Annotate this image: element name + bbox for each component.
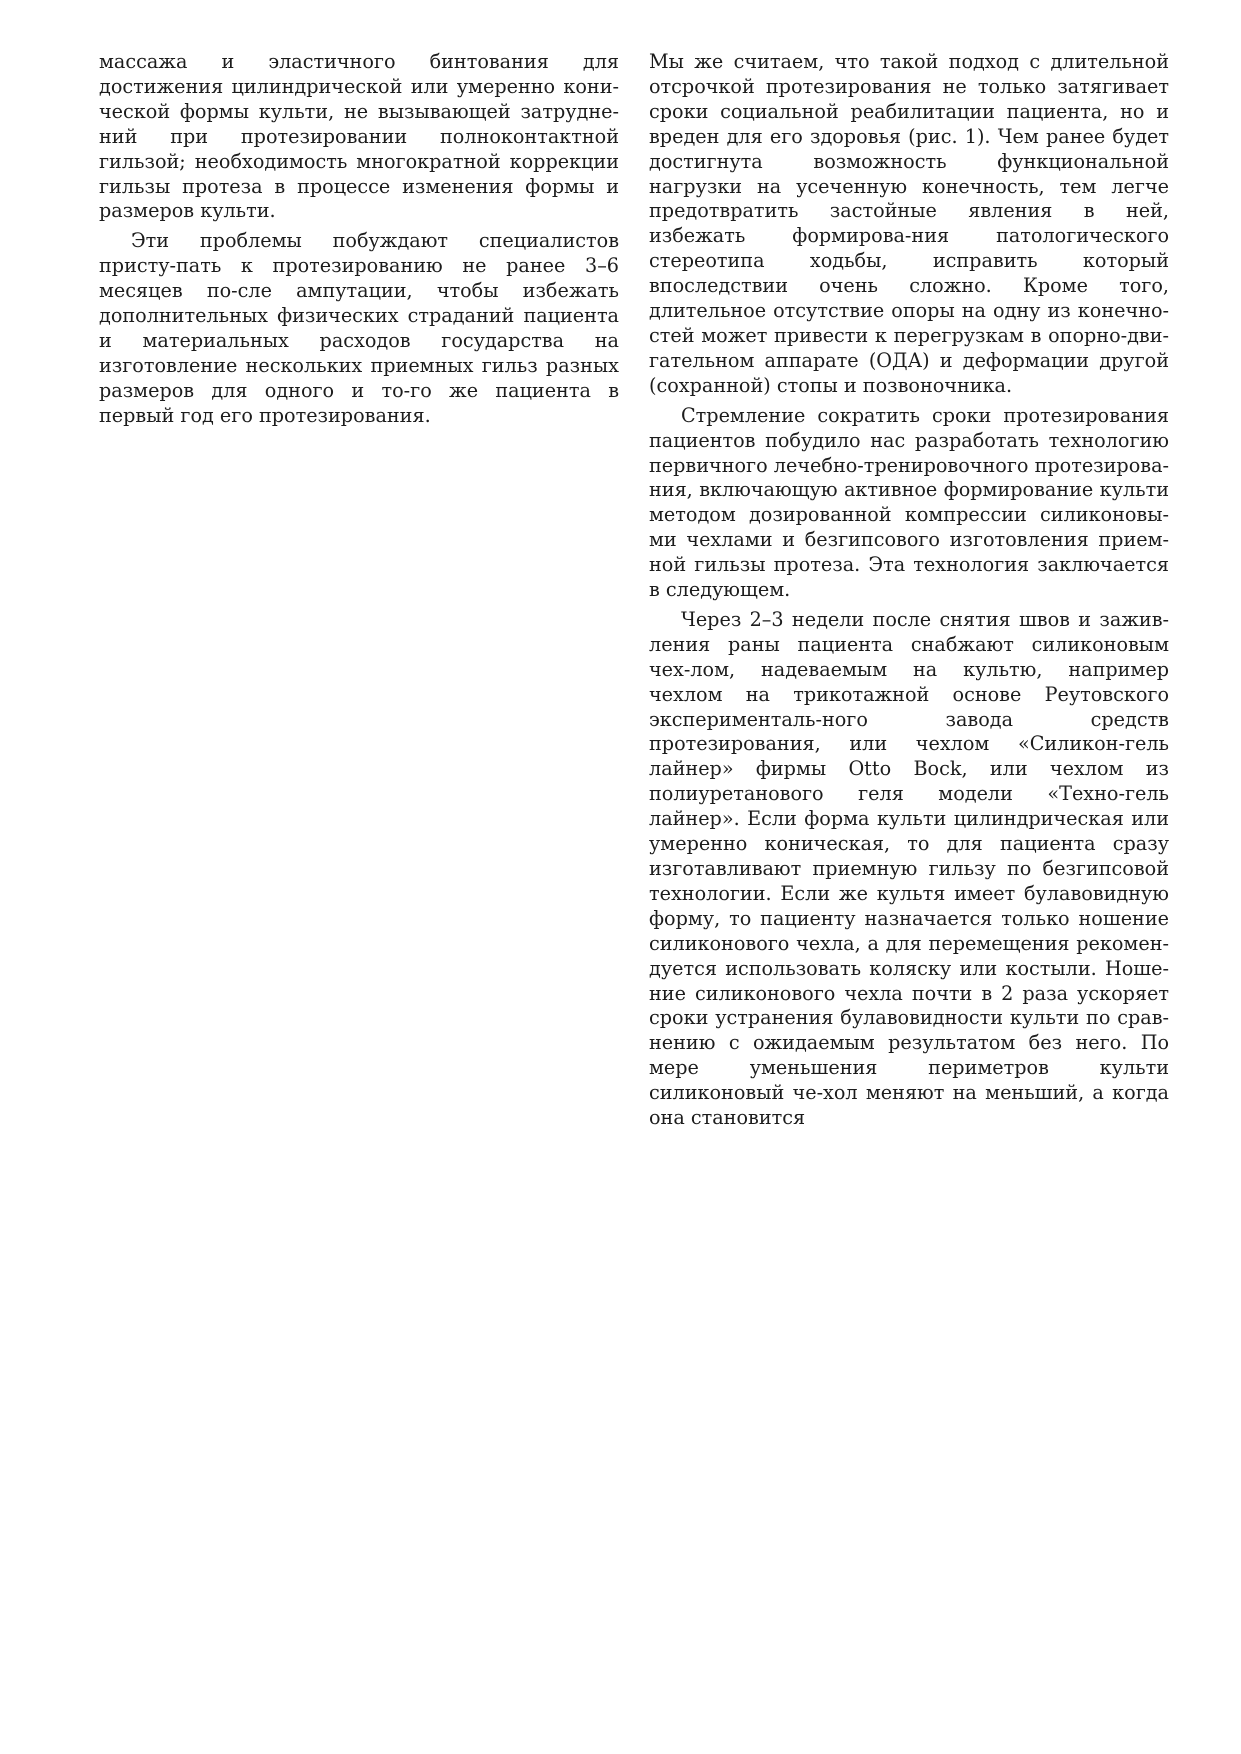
right-text-column xyxy=(649,50,1169,1136)
paragraph-left-1: массажа и эластичного бинтования для достижения цилиндрической или умеренно кони-ческой формы культи, не вызывающей затрудне-ний при протезировании полноконтактной гильзой; необходимость многократной коррекции гильзы протеза в процессе изменения формы и размеров культи. xyxy=(99,50,619,223)
paragraph-right-2: Стремление сократить сроки протезирования пациентов побудило нас разработать технологию первичного лечебно-тренировочного протезирова-ния, включающую активное формирование культи методом дозированной компрессии силиконовы-ми чехлами и безгипсового изготовления прием-ной гильзы протеза. Эта технология заключается в следующем. xyxy=(649,403,1169,602)
paragraph-right-1: Мы же считаем, что такой подход с длительной отсрочкой протезирования не только затягивает сроки социальной реабилитации пациента, но и вреден для его здоровья (рис. 1). Чем ранее будет достигнута возможность функциональной нагрузки на усеченную конечность, тем легче предотвратить застойные явления в ней, избежать формирова-ния патологического стереотипа ходьбы, исправить который впоследствии очень сложно. Кроме того, длительное отсутствие опоры на одну из конечно-стей может привести к перегрузкам в опорно-дви-гательном аппарате (ОДА) и деформации другой (сохранной) стопы и позвоночника. xyxy=(649,50,1169,397)
paragraph-right-3: Через 2–3 недели после снятия швов и зажив-ления раны пациента снабжают силиконовым чех-лом, надеваемым на культю, например чехлом на трикотажной основе Реутовского эксперименталь-ного завода средств протезирования, или чехлом «Силикон-гель лайнер» фирмы Otto Bock, или чехлом из полиуретанового геля модели «Техно-гель лайнер». Если форма культи цилиндрическая или умеренно коническая, то для пациента сразу изготавливают приемную гильзу по безгипсовой технологии. Если же культя имеет булавовидную форму, то пациенту назначается только ношение силиконового чехла, а для перемещения рекомен-дуется использовать коляску или костыли. Ноше-ние силиконового чехла почти в 2 раза ускоряет сроки устранения булавовидности культи по срав-нению с ожидаемым результатом без него. По мере уменьшения периметров культи силиконовый че-хол меняют на меньший, а когда она становится xyxy=(649,607,1169,1130)
paragraph-left-2: Эти проблемы побуждают специалистов присту-пать к протезированию не ранее 3–6 месяцев по-сле ампутации, чтобы избежать дополнительных физических страданий пациента и материальных расходов государства на изготовление нескольких приемных гильз разных размеров для одного и то-го же пациента в первый год его протезирования. xyxy=(99,229,619,427)
left-text-column xyxy=(99,50,619,434)
